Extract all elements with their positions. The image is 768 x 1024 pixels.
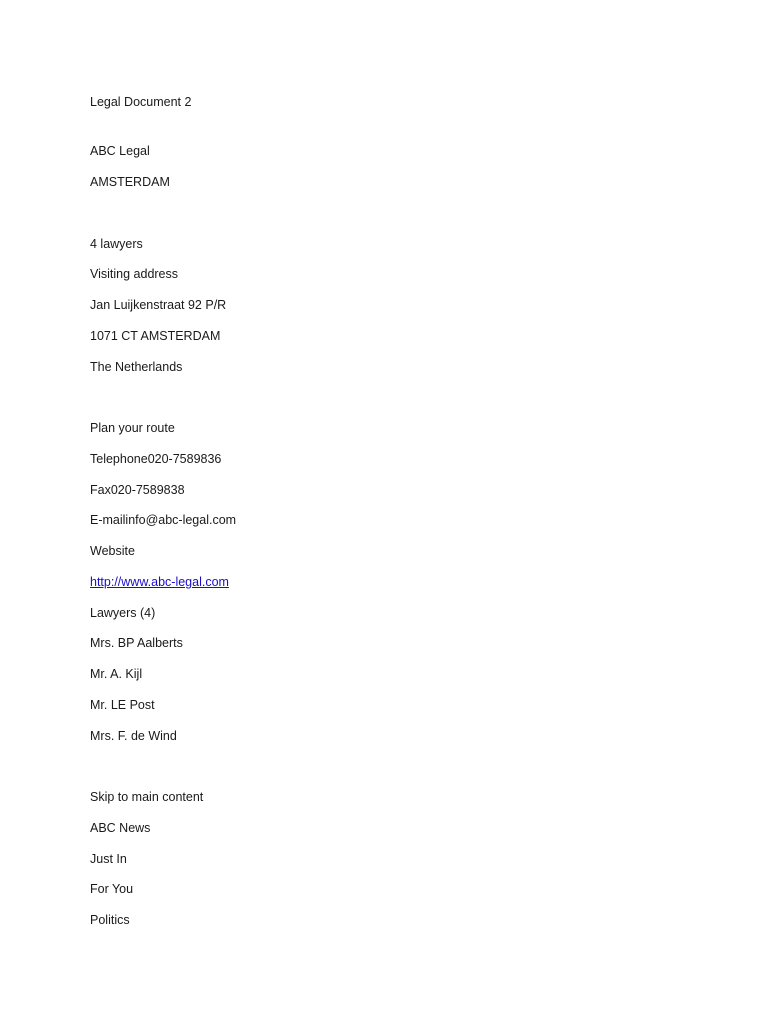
nav-text-just-in: Just In [90, 852, 127, 866]
visiting-address-label: Visiting address [90, 267, 179, 281]
lawyer-count: 4 lawyers [90, 237, 143, 251]
plan-route-text: Plan your route [90, 421, 175, 435]
fax-text: Fax020-7589838 [90, 483, 185, 497]
firm-name: ABC Legal [90, 144, 150, 158]
email-text: E-mailinfo@abc-legal.com [90, 513, 237, 527]
lawyer-name: Mrs. F. de Wind [90, 729, 177, 743]
firm-city: AMSTERDAM [90, 175, 170, 189]
telephone-text: Telephone020-7589836 [90, 452, 222, 466]
nav-text-skip: Skip to main content [90, 790, 204, 804]
nav-text-for-you: For You [90, 882, 134, 896]
postal-city: 1071 CT AMSTERDAM [90, 329, 221, 343]
website-link[interactable]: http://www.abc-legal.com [90, 575, 229, 589]
lawyer-name: Mrs. BP Aalberts [90, 636, 183, 650]
street-address: Jan Luijkenstraat 92 P/R [90, 298, 227, 312]
nav-text-politics: Politics [90, 913, 130, 927]
website-label: Website [90, 544, 135, 558]
document-title: Legal Document 2 [90, 95, 192, 109]
country: The Netherlands [90, 360, 183, 374]
lawyer-name: Mr. A. Kijl [90, 667, 143, 681]
nav-text-abc-news: ABC News [90, 821, 151, 835]
lawyers-heading: Lawyers (4) [90, 606, 156, 620]
lawyer-name: Mr. LE Post [90, 698, 155, 712]
